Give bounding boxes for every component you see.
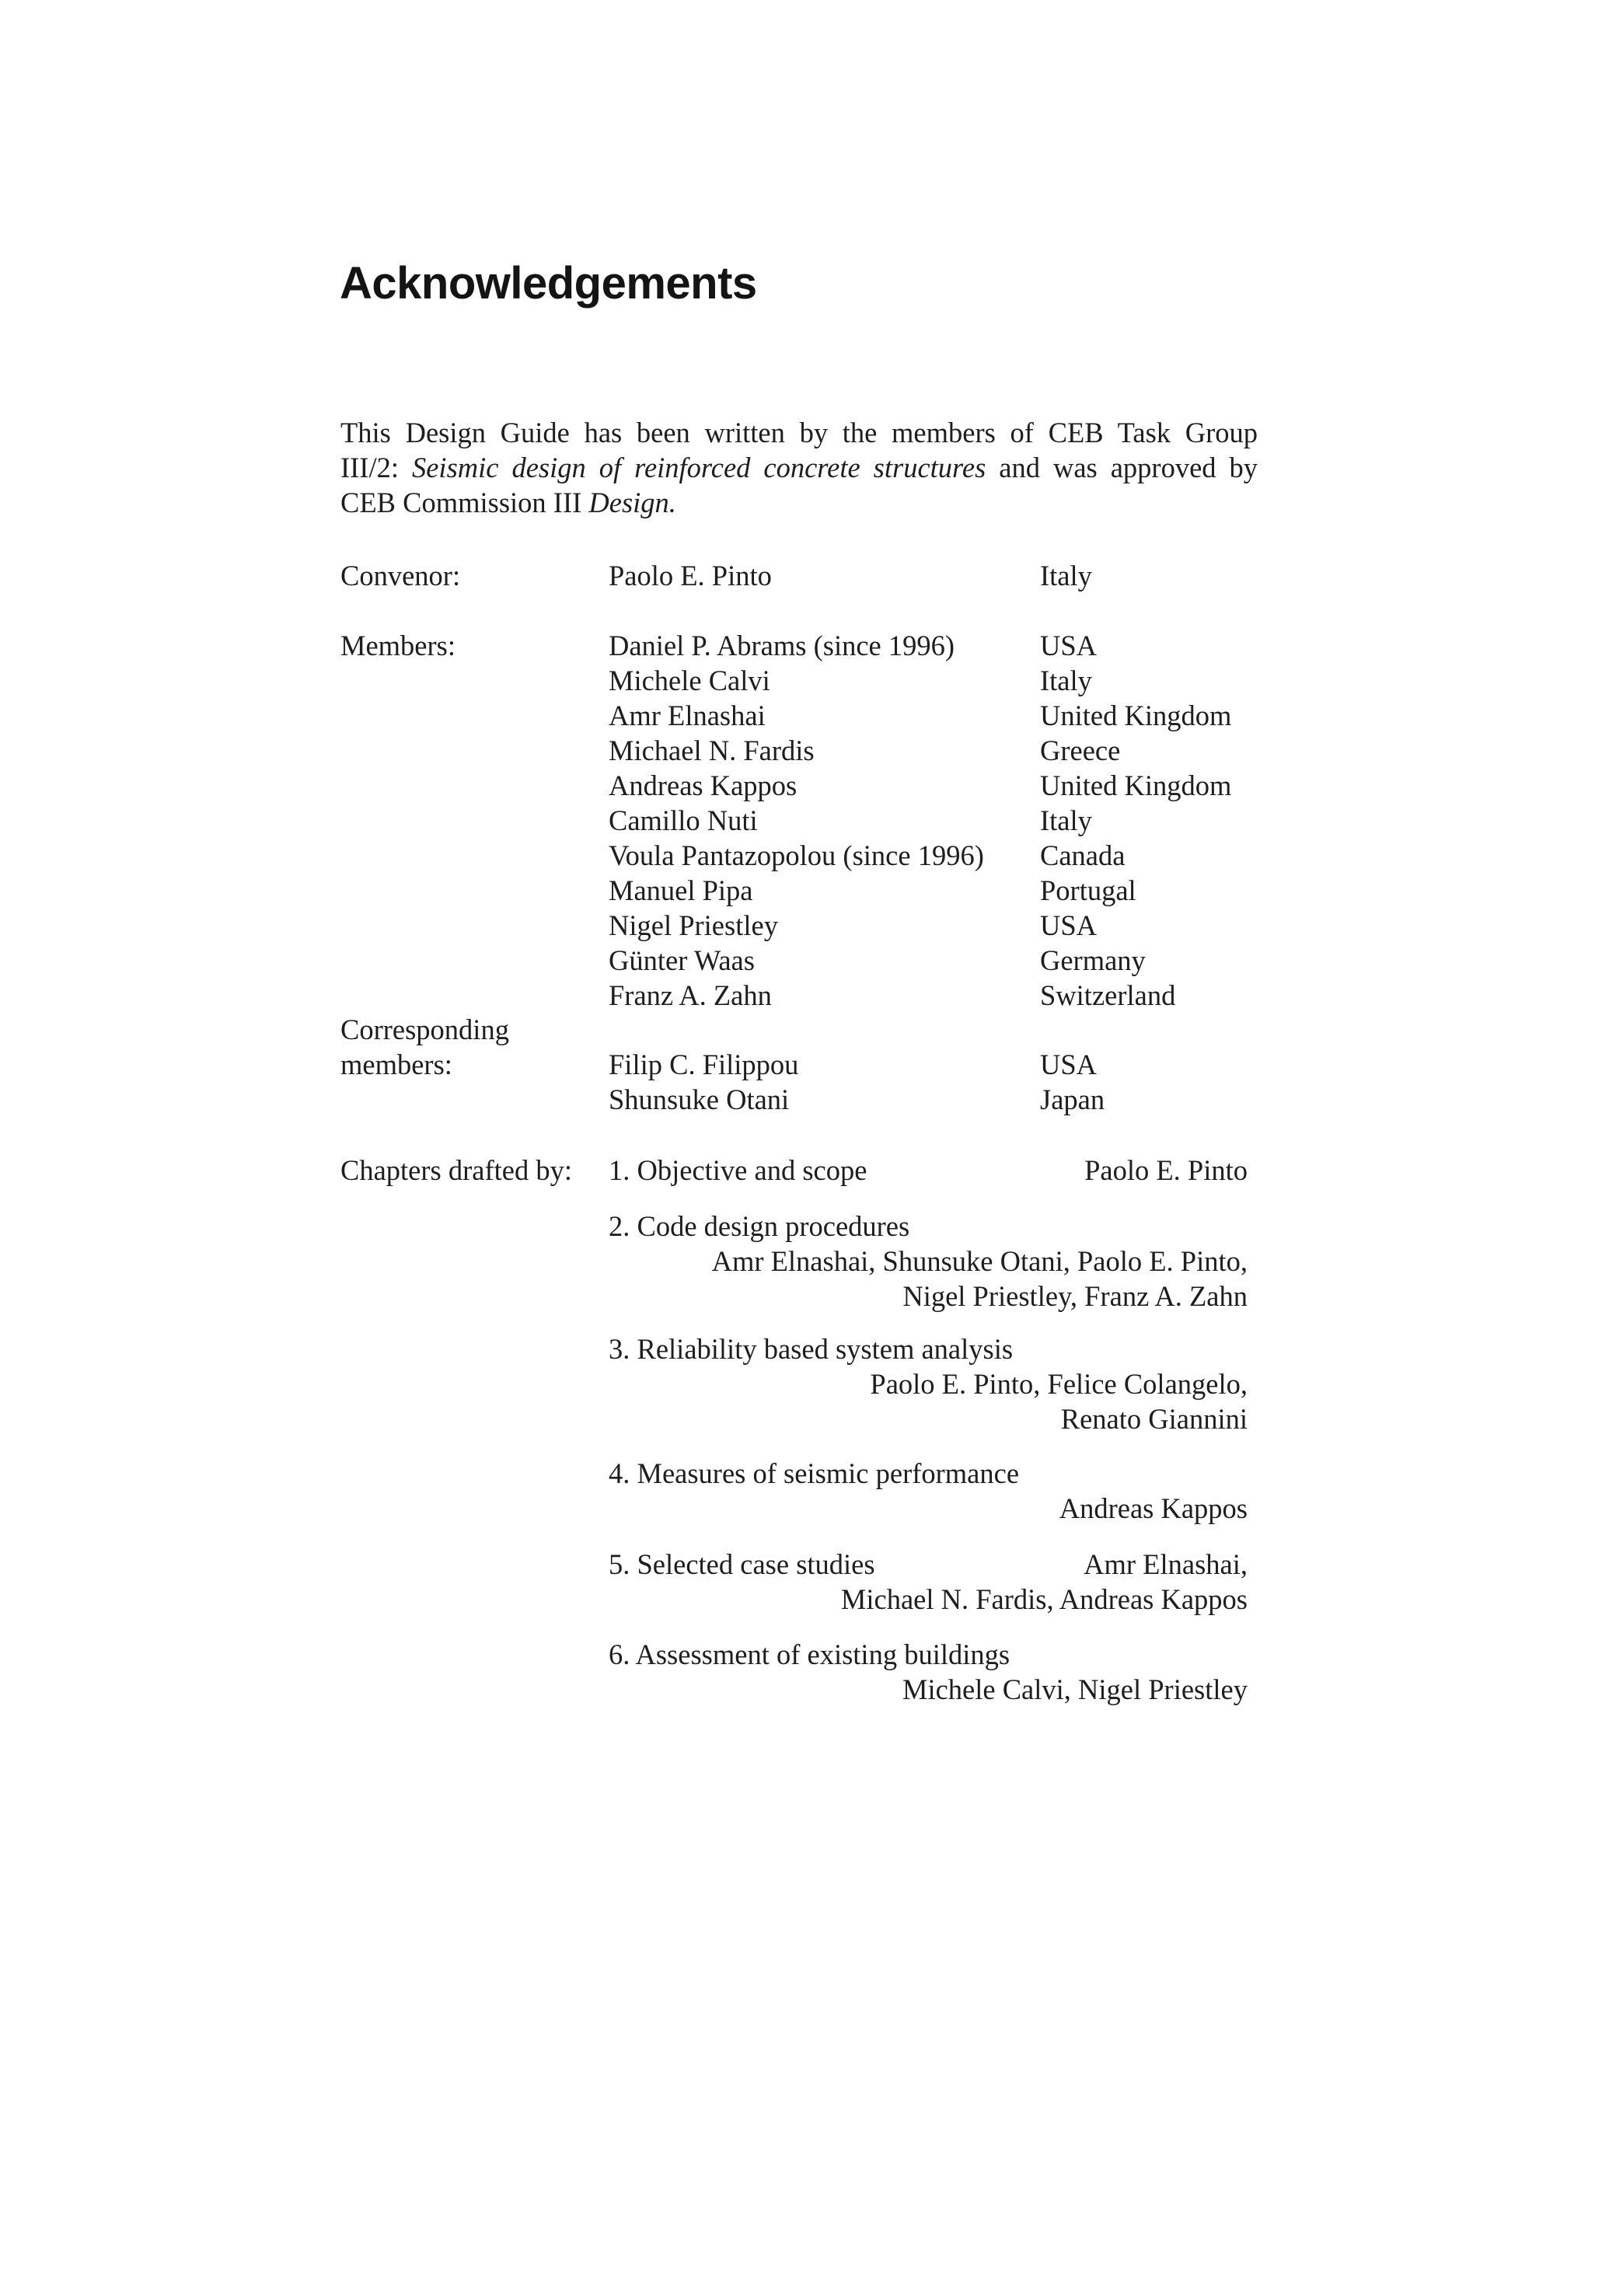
intro-line-3 [340, 485, 1258, 520]
chapter-title: 3. Reliability based system analysis [609, 1333, 1014, 1365]
member-name: Michele Calvi [609, 665, 770, 696]
members-names [609, 628, 984, 1013]
member-country: United Kingdom [1040, 769, 1232, 801]
chapter-authors: Andreas Kappos [1059, 1492, 1248, 1524]
corresponding-label-line-2: members: [340, 1049, 452, 1080]
member-country: Portugal [1040, 874, 1136, 906]
member-name: Günter Waas [609, 944, 755, 976]
member-country: Greece [1040, 735, 1121, 766]
corresponding-label-line-1: Corresponding [340, 1014, 509, 1045]
member-name: Nigel Priestley [609, 909, 778, 941]
corresponding-member-name: Filip C. Filippou [609, 1049, 799, 1080]
intro-line-2-suffix: and was approved by [986, 452, 1258, 483]
member-name: Michael N. Fardis [609, 735, 815, 766]
member-name: Daniel P. Abrams (since 1996) [609, 630, 955, 661]
intro-italic-commission: Design. [588, 487, 676, 518]
chapter-authors: Nigel Priestley, Franz A. Zahn [902, 1280, 1248, 1312]
member-country: Canada [1040, 839, 1126, 871]
page-title: Acknowledgements [340, 258, 757, 309]
convenor-country: Italy [1040, 560, 1092, 591]
intro-line-2-prefix: III/2: [340, 452, 412, 483]
chapter-authors: Michele Calvi, Nigel Priestley [902, 1673, 1248, 1705]
member-country: Italy [1040, 665, 1092, 696]
corresponding-member-country: USA [1040, 1049, 1098, 1080]
chapter-title: 5. Selected case studies [609, 1548, 875, 1580]
corresponding-names [609, 1047, 798, 1117]
intro-italic-title: Seismic design of reinforced concrete structures [411, 452, 986, 483]
member-name: Andreas Kappos [609, 769, 798, 801]
chapter-authors: Amr Elnashai, Shunsuke Otani, Paolo E. Pinto, [711, 1245, 1248, 1277]
member-country: Switzerland [1040, 979, 1176, 1011]
chapter-authors: Amr Elnashai, [1084, 1548, 1248, 1580]
member-country: Italy [1040, 804, 1092, 836]
intro-line-2 [340, 450, 1258, 485]
member-name: Amr Elnashai [609, 700, 766, 731]
member-country: United Kingdom [1040, 700, 1232, 731]
chapter-title: 1. Objective and scope [609, 1154, 867, 1186]
chapter-title: 6. Assessment of existing buildings [609, 1638, 1010, 1670]
member-country: USA [1040, 630, 1098, 661]
corresponding-label [340, 1012, 509, 1082]
members-label: Members: [340, 630, 455, 661]
chapter-authors: Michael N. Fardis, Andreas Kappos [840, 1583, 1248, 1615]
intro-paragraph [340, 415, 1258, 520]
corresponding-member-name: Shunsuke Otani [609, 1083, 790, 1115]
chapter-title: 2. Code design procedures [609, 1210, 910, 1242]
convenor-label: Convenor: [340, 560, 461, 591]
member-country: USA [1040, 909, 1098, 941]
convenor-name: Paolo E. Pinto [609, 560, 772, 591]
member-name: Voula Pantazopolou (since 1996) [609, 839, 984, 871]
member-name: Franz A. Zahn [609, 979, 772, 1011]
chapter-authors: Paolo E. Pinto, Felice Colangelo, [870, 1368, 1248, 1400]
member-name: Camillo Nuti [609, 804, 758, 836]
members-countries [1040, 628, 1231, 1013]
member-name: Manuel Pipa [609, 874, 753, 906]
chapter-authors: Paolo E. Pinto [1084, 1154, 1248, 1186]
intro-line-3-prefix: CEB Commission III [340, 487, 589, 518]
chapter-authors: Renato Giannini [1060, 1403, 1248, 1435]
member-country: Germany [1040, 944, 1146, 976]
intro-line-1: This Design Guide has been written by the members of CEB Task Group [340, 417, 1258, 448]
chapters-label: Chapters drafted by: [340, 1154, 572, 1186]
chapter-title: 4. Measures of seismic performance [609, 1457, 1020, 1489]
corresponding-member-country: Japan [1040, 1083, 1105, 1115]
corresponding-countries [1040, 1047, 1105, 1117]
